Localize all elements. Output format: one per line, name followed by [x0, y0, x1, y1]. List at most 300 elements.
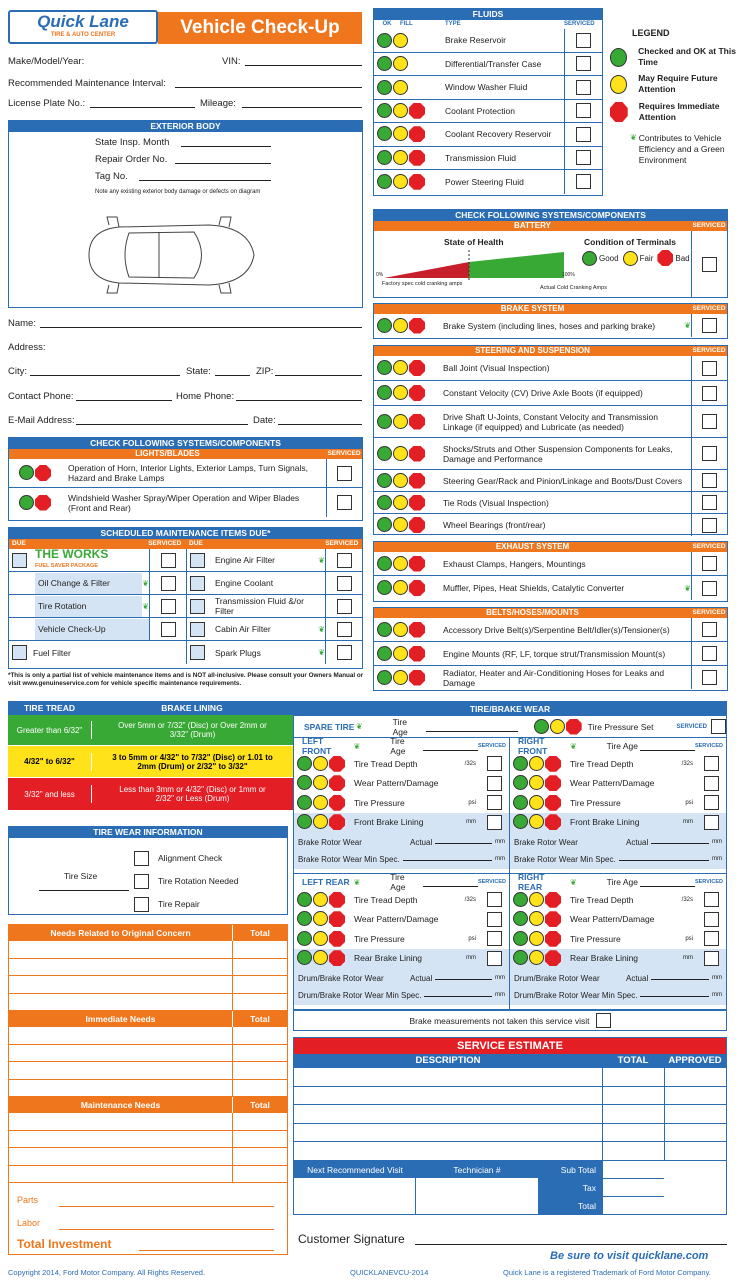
green-light[interactable] — [297, 931, 312, 946]
green-light[interactable] — [377, 446, 392, 461]
serviced-checkbox[interactable] — [704, 912, 719, 927]
needs-row[interactable] — [9, 1148, 287, 1166]
interval-line[interactable] — [175, 78, 362, 88]
legend-red: Requires Immediate Attention — [638, 101, 720, 122]
age-line[interactable] — [423, 877, 478, 887]
green-light[interactable] — [377, 33, 392, 48]
green-light[interactable] — [377, 80, 392, 95]
yellow-light[interactable] — [313, 814, 328, 829]
serviced-checkbox[interactable] — [487, 815, 502, 830]
age-line[interactable] — [423, 741, 478, 751]
red-light[interactable] — [35, 465, 51, 481]
needs-row[interactable] — [9, 1080, 287, 1098]
serviced-checkbox[interactable] — [487, 892, 502, 907]
green-light[interactable] — [513, 950, 528, 965]
red-light[interactable] — [566, 719, 582, 735]
needs-row[interactable] — [9, 959, 287, 977]
green-light[interactable] — [513, 814, 528, 829]
actual-line[interactable] — [651, 834, 709, 844]
actual-line[interactable] — [435, 970, 492, 980]
actual-line[interactable] — [435, 834, 492, 844]
serviced-checkbox[interactable] — [702, 414, 717, 429]
estimate-row[interactable] — [294, 1087, 726, 1106]
lights-item-label: Windshield Washer Spray/Wiper Operation and Wiper Blades (Front and Rear) — [68, 492, 300, 513]
red-light[interactable] — [409, 385, 425, 401]
green-light[interactable] — [534, 719, 549, 734]
yellow-light[interactable] — [393, 446, 408, 461]
belts-panel — [373, 607, 728, 691]
tag-line[interactable] — [139, 171, 271, 181]
serviced-label: SERVICED — [694, 743, 723, 749]
serviced-checkbox[interactable] — [702, 581, 717, 596]
signature-line[interactable] — [415, 1235, 727, 1245]
serviced-checkbox[interactable] — [711, 719, 726, 734]
mileage-line[interactable] — [242, 98, 362, 108]
serviced-checkbox[interactable] — [702, 556, 717, 571]
serviced-checkbox[interactable] — [337, 466, 352, 481]
state-insp-line[interactable] — [181, 137, 271, 147]
serviced-checkbox[interactable] — [702, 670, 717, 685]
yellow-light[interactable] — [393, 670, 408, 685]
serviced-checkbox[interactable] — [704, 756, 719, 771]
bad-label: Bad — [675, 253, 690, 263]
labor-line[interactable] — [59, 1220, 274, 1230]
red-light[interactable] — [545, 756, 561, 772]
green-light[interactable] — [297, 950, 312, 965]
red-light[interactable] — [329, 756, 345, 772]
red-light[interactable] — [545, 911, 561, 927]
item-label: Ball Joint (Visual Inspection) — [443, 363, 550, 373]
serviced-checkbox[interactable] — [702, 646, 717, 661]
list-item — [374, 76, 602, 100]
age-label: Tire Age — [606, 877, 639, 887]
unit-label: mm — [712, 975, 722, 981]
not-taken-checkbox[interactable] — [596, 1013, 611, 1028]
yellow-light[interactable] — [529, 911, 544, 926]
tire-brake-wear-panel — [293, 701, 727, 1031]
green-light[interactable] — [377, 103, 392, 118]
min-spec-line[interactable] — [619, 851, 709, 861]
min-spec-line[interactable] — [403, 851, 492, 861]
red-light[interactable] — [545, 950, 561, 966]
green-light[interactable] — [513, 775, 528, 790]
yellow-light[interactable] — [393, 150, 408, 165]
actual-label: Actual — [626, 974, 649, 983]
exhaust-serviced: SERVICED — [692, 543, 726, 550]
yellow-light[interactable] — [529, 775, 544, 790]
yellow-light[interactable] — [393, 580, 408, 595]
green-light[interactable] — [513, 756, 528, 771]
serviced-checkbox[interactable] — [702, 495, 717, 510]
estimate-row[interactable] — [294, 1105, 726, 1124]
yellow-light[interactable] — [393, 318, 408, 333]
green-light[interactable] — [377, 150, 392, 165]
spare-age-line[interactable] — [426, 722, 518, 732]
leaf-icon: ❦ — [318, 624, 325, 634]
green-light[interactable] — [19, 495, 34, 510]
yellow-light[interactable] — [550, 719, 565, 734]
serviced-checkbox[interactable] — [161, 599, 176, 614]
green-light[interactable] — [377, 646, 392, 661]
red-light[interactable] — [409, 580, 425, 596]
min-spec-label: Drum/Brake Rotor Wear Min Spec. — [514, 991, 638, 1000]
needs-row[interactable] — [9, 1131, 287, 1149]
serviced-label: SERVICED — [477, 743, 506, 749]
repair-order-line[interactable] — [175, 154, 271, 164]
red-light[interactable] — [409, 495, 425, 511]
serviced-checkbox[interactable] — [704, 815, 719, 830]
red-light[interactable] — [329, 775, 345, 791]
red-light[interactable] — [409, 360, 425, 376]
serviced-checkbox[interactable] — [487, 776, 502, 791]
terminal-bad-oct[interactable] — [657, 250, 673, 266]
fair-label: Fair — [639, 253, 654, 263]
estimate-row[interactable] — [294, 1124, 726, 1143]
green-light[interactable] — [297, 892, 312, 907]
list-item — [374, 100, 602, 124]
subtotal-label: Sub Total — [560, 1165, 596, 1175]
red-light[interactable] — [409, 318, 425, 334]
yellow-light[interactable] — [393, 473, 408, 488]
yellow-light[interactable] — [393, 622, 408, 637]
green-light[interactable] — [377, 126, 392, 141]
serviced-checkbox[interactable] — [576, 103, 591, 118]
red-light[interactable] — [409, 174, 425, 190]
min-spec-line[interactable] — [640, 987, 709, 997]
due-checkbox[interactable] — [190, 599, 205, 614]
red-light[interactable] — [409, 473, 425, 489]
green-light[interactable] — [513, 911, 528, 926]
serviced-checkbox[interactable] — [576, 33, 591, 48]
yellow-light[interactable] — [393, 126, 408, 141]
needs-panel — [8, 924, 288, 1255]
green-light[interactable] — [377, 580, 392, 595]
serviced-checkbox[interactable] — [704, 892, 719, 907]
serviced-checkbox[interactable] — [702, 257, 717, 272]
green-light[interactable] — [297, 775, 312, 790]
unit-label: mm — [495, 992, 505, 998]
green-light[interactable] — [377, 495, 392, 510]
red-light[interactable] — [409, 126, 425, 142]
due-checkbox[interactable] — [190, 576, 205, 591]
serviced-checkbox[interactable] — [337, 576, 352, 591]
red-light[interactable] — [545, 931, 561, 947]
serviced-checkbox[interactable] — [161, 576, 176, 591]
green-light[interactable] — [377, 318, 392, 333]
green-light[interactable] — [513, 931, 528, 946]
health-gauge[interactable] — [384, 250, 574, 280]
date-line[interactable] — [278, 415, 362, 425]
plate-line[interactable] — [90, 98, 195, 108]
red-light[interactable] — [329, 931, 345, 947]
serviced-checkbox[interactable] — [576, 127, 591, 142]
rotor-label: Drum/Brake Rotor Wear — [514, 974, 600, 983]
serviced-checkbox[interactable] — [704, 931, 719, 946]
green-light[interactable] — [377, 56, 392, 71]
serviced-checkbox[interactable] — [487, 795, 502, 810]
yellow-light[interactable] — [313, 911, 328, 926]
green-light[interactable] — [297, 814, 312, 829]
green-light[interactable] — [377, 622, 392, 637]
yellow-light[interactable] — [529, 892, 544, 907]
yellow-light[interactable] — [393, 56, 408, 71]
tire-size-line[interactable] — [39, 881, 129, 891]
green-light[interactable] — [377, 473, 392, 488]
green-light[interactable] — [377, 385, 392, 400]
due-checkbox[interactable] — [190, 622, 205, 637]
green-light[interactable] — [377, 174, 392, 189]
serviced-checkbox[interactable] — [161, 553, 176, 568]
red-light[interactable] — [545, 814, 561, 830]
zip-line[interactable] — [275, 366, 362, 376]
needs-row[interactable] — [9, 1062, 287, 1080]
repair-label: Tire Repair — [158, 899, 200, 909]
red-light[interactable] — [409, 622, 425, 638]
city-label: City: — [8, 366, 27, 377]
red-light[interactable] — [35, 495, 51, 511]
needs-row[interactable] — [9, 1045, 287, 1063]
serviced-checkbox[interactable] — [702, 622, 717, 637]
needs-row[interactable] — [9, 1166, 287, 1184]
mileage-label: Mileage: — [200, 98, 236, 109]
terminal-good-dot[interactable] — [582, 251, 597, 266]
actual-line[interactable] — [651, 970, 709, 980]
serviced-checkbox[interactable] — [702, 386, 717, 401]
needs-header: Maintenance Needs — [80, 1100, 161, 1110]
trademark: Quick Lane is a registered Trademark of Ford Motor Company. — [503, 1268, 711, 1277]
green-light[interactable] — [377, 670, 392, 685]
yellow-light[interactable] — [393, 385, 408, 400]
technician-field[interactable] — [416, 1178, 538, 1214]
yellow-light[interactable] — [529, 814, 544, 829]
green-light[interactable] — [513, 892, 528, 907]
good-label: Good — [599, 253, 619, 263]
red-light[interactable] — [329, 814, 345, 830]
exterior-body-panel — [8, 120, 363, 308]
rotation-checkbox[interactable] — [134, 874, 149, 889]
red-light[interactable] — [545, 795, 561, 811]
yellow-light[interactable] — [313, 892, 328, 907]
total-field[interactable] — [603, 1197, 664, 1214]
zero-pct: 0% — [376, 272, 384, 278]
vin-label: VIN: — [222, 56, 241, 67]
serviced-checkbox[interactable] — [487, 931, 502, 946]
serviced-checkbox[interactable] — [704, 776, 719, 791]
green-light[interactable] — [377, 414, 392, 429]
due-checkbox[interactable] — [12, 645, 27, 660]
unit-label: mm — [712, 992, 722, 998]
needs-row[interactable] — [9, 994, 287, 1012]
age-line[interactable] — [640, 877, 695, 887]
state-line[interactable] — [215, 366, 250, 376]
wear-pattern-label: Wear Pattern/Damage — [570, 914, 655, 925]
green-light[interactable] — [377, 556, 392, 571]
scheduled-panel — [8, 527, 363, 669]
item-label: Tie Rods (Visual Inspection) — [443, 497, 549, 508]
green-light[interactable] — [377, 517, 392, 532]
yellow-light[interactable] — [393, 174, 408, 189]
age-label: Tire Age — [390, 736, 406, 756]
tread-red: 3/32" and less — [24, 789, 75, 799]
red-light[interactable] — [329, 795, 345, 811]
red-light[interactable] — [409, 446, 425, 462]
yellow-light[interactable] — [393, 556, 408, 571]
red-light[interactable] — [409, 414, 425, 430]
parts-line[interactable] — [59, 1197, 274, 1207]
yellow-light[interactable] — [393, 495, 408, 510]
needs-row[interactable] — [9, 941, 287, 959]
min-spec-line[interactable] — [424, 987, 492, 997]
leaf-icon: ❦ — [569, 741, 577, 751]
list-item — [374, 29, 602, 53]
contact-line[interactable] — [76, 391, 172, 401]
red-light[interactable] — [545, 892, 561, 908]
list-item — [9, 641, 186, 664]
age-line[interactable] — [640, 741, 695, 751]
red-light[interactable] — [329, 892, 345, 908]
serviced-checkbox[interactable] — [702, 361, 717, 376]
green-light[interactable] — [19, 465, 34, 480]
city-line[interactable] — [30, 366, 180, 376]
yellow-light[interactable] — [393, 360, 408, 375]
needs-row[interactable] — [9, 976, 287, 994]
terminal-fair-dot[interactable] — [623, 251, 638, 266]
needs-row[interactable] — [9, 1027, 287, 1045]
yellow-light[interactable] — [529, 931, 544, 946]
due-label-2: DUE — [189, 540, 203, 547]
works-checkbox[interactable] — [12, 553, 27, 568]
wheel-lf — [294, 738, 510, 874]
wheel-title: RIGHT FRONT — [518, 736, 548, 756]
estimate-row[interactable] — [294, 1068, 726, 1087]
leaf-icon: ❦ — [684, 583, 691, 593]
service-estimate-panel — [293, 1037, 727, 1215]
item-label: Exhaust Clamps, Hangers, Mountings — [443, 558, 586, 569]
red-light[interactable] — [409, 103, 425, 119]
red-light[interactable] — [329, 911, 345, 927]
tax-field[interactable] — [603, 1179, 664, 1197]
needs-row[interactable] — [9, 1113, 287, 1131]
serviced-checkbox[interactable] — [704, 795, 719, 810]
yellow-light[interactable] — [313, 775, 328, 790]
yellow-light[interactable] — [529, 950, 544, 965]
fluid-label: Window Washer Fluid — [445, 82, 528, 93]
red-light[interactable] — [545, 775, 561, 791]
serviced-checkbox[interactable] — [702, 318, 717, 333]
serviced-checkbox[interactable] — [576, 174, 591, 189]
serviced-checkbox[interactable] — [337, 553, 352, 568]
serviced-checkbox[interactable] — [576, 56, 591, 71]
engine-air-label: Engine Air Filter — [215, 555, 275, 565]
serviced-checkbox[interactable] — [337, 495, 352, 510]
email-line[interactable] — [76, 415, 248, 425]
red-light[interactable] — [409, 670, 425, 686]
home-line[interactable] — [236, 391, 362, 401]
green-light[interactable] — [513, 795, 528, 810]
plate-label: License Plate No.: — [8, 98, 86, 109]
logo-sub: TIRE & AUTO CENTER — [50, 32, 116, 38]
vin-line[interactable] — [245, 56, 362, 66]
serviced-checkbox[interactable] — [702, 473, 717, 488]
due-label: DUE — [12, 540, 26, 547]
yellow-light[interactable] — [393, 646, 408, 661]
brake-system-panel — [373, 303, 728, 339]
subtotal-field[interactable] — [603, 1161, 664, 1179]
yellow-light[interactable] — [393, 103, 408, 118]
green-light[interactable] — [297, 756, 312, 771]
belts-title: BELTS/HOSES/MOUNTS — [486, 608, 579, 617]
yellow-light[interactable] — [393, 33, 408, 48]
estimate-row[interactable] — [294, 1142, 726, 1161]
unit-label: psi — [468, 799, 476, 806]
yellow-light[interactable] — [313, 950, 328, 965]
not-taken-label: Brake measurements not taken this service visit — [409, 1015, 590, 1026]
green-light[interactable] — [297, 911, 312, 926]
list-item — [374, 642, 727, 666]
serviced-checkbox[interactable] — [337, 599, 352, 614]
red-light[interactable] — [409, 646, 425, 662]
total-label: Total — [578, 1201, 596, 1211]
due-checkbox[interactable] — [190, 645, 205, 660]
due-checkbox[interactable] — [190, 553, 205, 568]
red-light[interactable] — [409, 517, 425, 533]
age-label: Tire Age — [390, 872, 406, 892]
state-insp-label: State Insp. Month — [95, 137, 170, 148]
yellow-light[interactable] — [393, 80, 408, 95]
yellow-light[interactable] — [313, 756, 328, 771]
factory-spec: Factory spec cold cranking amps — [382, 281, 463, 287]
rotor-label: Drum/Brake Rotor Wear — [298, 974, 384, 983]
yellow-light[interactable] — [393, 414, 408, 429]
green-light[interactable] — [297, 795, 312, 810]
serviced-label-2: SERVICED — [325, 540, 359, 547]
name-line[interactable] — [40, 318, 362, 328]
yellow-light[interactable] — [529, 795, 544, 810]
yellow-light[interactable] — [313, 931, 328, 946]
serviced-checkbox[interactable] — [704, 951, 719, 966]
serviced-checkbox[interactable] — [702, 446, 717, 461]
rotor-label: Brake Rotor Wear — [298, 838, 362, 847]
list-item — [374, 147, 602, 171]
serviced-checkbox[interactable] — [337, 622, 352, 637]
yellow-light[interactable] — [393, 517, 408, 532]
next-visit-field[interactable] — [294, 1178, 416, 1214]
item-label: Engine Mounts (RF, LF, torque strut/Transmission Mount(s) — [443, 648, 666, 659]
serviced-checkbox[interactable] — [576, 80, 591, 95]
serviced-checkbox[interactable] — [487, 756, 502, 771]
serviced-checkbox[interactable] — [337, 645, 352, 660]
repair-checkbox[interactable] — [134, 897, 149, 912]
age-label: Tire Age — [606, 741, 639, 751]
serviced-checkbox[interactable] — [702, 518, 717, 533]
alignment-checkbox[interactable] — [134, 851, 149, 866]
yellow-light[interactable] — [313, 795, 328, 810]
serviced-checkbox[interactable] — [161, 622, 176, 637]
serviced-checkbox[interactable] — [576, 150, 591, 165]
tire-tread-header: TIRE TREAD — [24, 703, 75, 713]
total-investment-line[interactable] — [139, 1241, 274, 1251]
yellow-light[interactable] — [529, 756, 544, 771]
serviced-checkbox[interactable] — [487, 912, 502, 927]
hundred-pct: 100% — [562, 272, 575, 278]
red-light[interactable] — [409, 150, 425, 166]
serviced-checkbox[interactable] — [487, 951, 502, 966]
red-light[interactable] — [409, 556, 425, 572]
pressure-label: Tire Pressure — [570, 797, 621, 808]
car-diagram[interactable] — [69, 205, 269, 305]
red-light[interactable] — [329, 950, 345, 966]
green-light[interactable] — [377, 360, 392, 375]
